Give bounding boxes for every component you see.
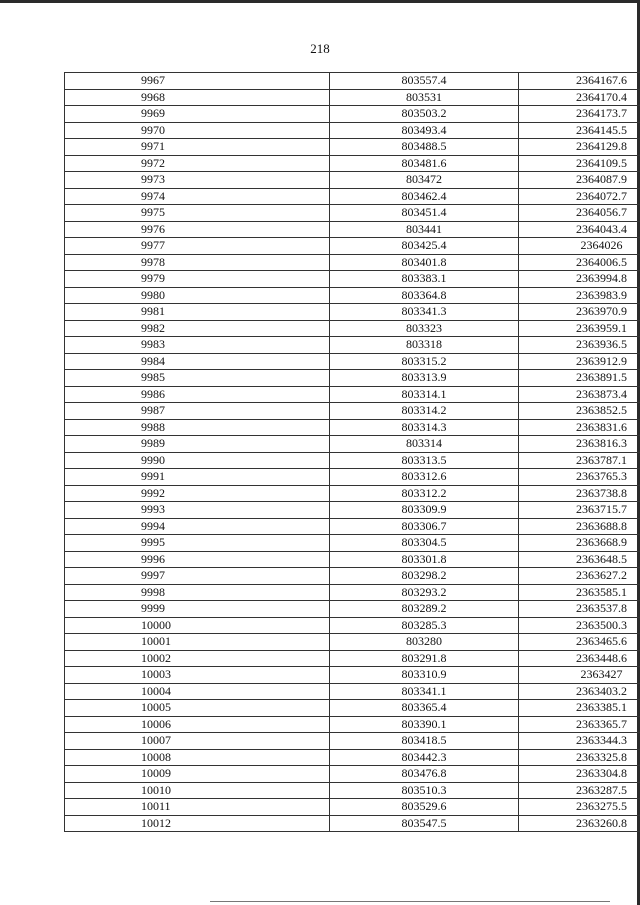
y-coordinate-cell: 2364167.6	[519, 73, 640, 90]
y-coordinate-cell: 2363287.5	[519, 782, 640, 799]
x-coordinate-cell: 803314	[330, 436, 519, 453]
point-number-cell: 9984	[65, 353, 330, 370]
y-coordinate-cell: 2363365.7	[519, 716, 640, 733]
bottom-rule	[210, 901, 610, 902]
x-coordinate-cell: 803364.8	[330, 287, 519, 304]
table-row	[65, 617, 640, 634]
table-row	[65, 485, 640, 502]
point-number-cell: 9987	[65, 403, 330, 420]
y-coordinate-cell: 2363304.8	[519, 766, 640, 783]
table-row	[65, 353, 640, 370]
x-coordinate-cell: 803481.6	[330, 155, 519, 172]
x-coordinate-cell: 803531	[330, 89, 519, 106]
table-row	[65, 634, 640, 651]
table-row	[65, 73, 640, 90]
y-coordinate-cell: 2363852.5	[519, 403, 640, 420]
x-coordinate-cell: 803315.2	[330, 353, 519, 370]
table-row	[65, 551, 640, 568]
point-number-cell: 9985	[65, 370, 330, 387]
point-number-cell: 9973	[65, 172, 330, 189]
point-number-cell: 10007	[65, 733, 330, 750]
y-coordinate-cell: 2363983.9	[519, 287, 640, 304]
y-coordinate-cell: 2363448.6	[519, 650, 640, 667]
table-row	[65, 469, 640, 486]
x-coordinate-cell: 803304.5	[330, 535, 519, 552]
y-coordinate-cell: 2363427	[519, 667, 640, 684]
point-number-cell: 9992	[65, 485, 330, 502]
table-row	[65, 502, 640, 519]
point-number-cell: 9971	[65, 139, 330, 156]
page-number: 218	[310, 41, 330, 56]
table-row	[65, 89, 640, 106]
y-coordinate-cell: 2363275.5	[519, 799, 640, 816]
point-number-cell: 9989	[65, 436, 330, 453]
table-row	[65, 221, 640, 238]
x-coordinate-cell: 803306.7	[330, 518, 519, 535]
table-row	[65, 667, 640, 684]
table-row	[65, 172, 640, 189]
x-coordinate-cell: 803289.2	[330, 601, 519, 618]
y-coordinate-cell: 2363787.1	[519, 452, 640, 469]
x-coordinate-cell: 803441	[330, 221, 519, 238]
y-coordinate-cell: 2364109.5	[519, 155, 640, 172]
table-row	[65, 815, 640, 832]
point-number-cell: 9970	[65, 122, 330, 139]
x-coordinate-cell: 803383.1	[330, 271, 519, 288]
table-row	[65, 568, 640, 585]
x-coordinate-cell: 803309.9	[330, 502, 519, 519]
y-coordinate-cell: 2364087.9	[519, 172, 640, 189]
point-number-cell: 10011	[65, 799, 330, 816]
table-row	[65, 733, 640, 750]
y-coordinate-cell: 2363688.8	[519, 518, 640, 535]
x-coordinate-cell: 803314.3	[330, 419, 519, 436]
y-coordinate-cell: 2363344.3	[519, 733, 640, 750]
table-row	[65, 155, 640, 172]
y-coordinate-cell: 2363260.8	[519, 815, 640, 832]
table-row	[65, 386, 640, 403]
x-coordinate-cell: 803293.2	[330, 584, 519, 601]
table-row	[65, 584, 640, 601]
point-number-cell: 9975	[65, 205, 330, 222]
x-coordinate-cell: 803301.8	[330, 551, 519, 568]
point-number-cell: 9976	[65, 221, 330, 238]
x-coordinate-cell: 803476.8	[330, 766, 519, 783]
x-coordinate-cell: 803510.3	[330, 782, 519, 799]
point-number-cell: 9999	[65, 601, 330, 618]
point-number-cell: 9967	[65, 73, 330, 90]
point-number-cell: 9990	[65, 452, 330, 469]
point-number-cell: 9980	[65, 287, 330, 304]
x-coordinate-cell: 803341.3	[330, 304, 519, 321]
x-coordinate-cell: 803313.5	[330, 452, 519, 469]
y-coordinate-cell: 2363831.6	[519, 419, 640, 436]
point-number-cell: 10012	[65, 815, 330, 832]
x-coordinate-cell: 803493.4	[330, 122, 519, 139]
table-row	[65, 337, 640, 354]
table-row	[65, 518, 640, 535]
y-coordinate-cell: 2364006.5	[519, 254, 640, 271]
y-coordinate-cell: 2363715.7	[519, 502, 640, 519]
x-coordinate-cell: 803314.1	[330, 386, 519, 403]
x-coordinate-cell: 803341.1	[330, 683, 519, 700]
point-number-cell: 9996	[65, 551, 330, 568]
table-row	[65, 122, 640, 139]
y-coordinate-cell: 2364129.8	[519, 139, 640, 156]
x-coordinate-cell: 803472	[330, 172, 519, 189]
table-row	[65, 403, 640, 420]
table-row	[65, 452, 640, 469]
table-row	[65, 304, 640, 321]
table-row	[65, 320, 640, 337]
point-number-cell: 10000	[65, 617, 330, 634]
y-coordinate-cell: 2364026	[519, 238, 640, 255]
point-number-cell: 9982	[65, 320, 330, 337]
y-coordinate-cell: 2363765.3	[519, 469, 640, 486]
y-coordinate-cell: 2364043.4	[519, 221, 640, 238]
x-coordinate-cell: 803425.4	[330, 238, 519, 255]
table-row	[65, 535, 640, 552]
x-coordinate-cell: 803314.2	[330, 403, 519, 420]
x-coordinate-cell: 803291.8	[330, 650, 519, 667]
point-number-cell: 10006	[65, 716, 330, 733]
y-coordinate-cell: 2363385.1	[519, 700, 640, 717]
table-row	[65, 205, 640, 222]
x-coordinate-cell: 803418.5	[330, 733, 519, 750]
y-coordinate-cell: 2363970.9	[519, 304, 640, 321]
point-number-cell: 10003	[65, 667, 330, 684]
point-number-cell: 9972	[65, 155, 330, 172]
table-row	[65, 436, 640, 453]
y-coordinate-cell: 2364170.4	[519, 89, 640, 106]
y-coordinate-cell: 2363959.1	[519, 320, 640, 337]
y-coordinate-cell: 2364173.7	[519, 106, 640, 123]
y-coordinate-cell: 2363891.5	[519, 370, 640, 387]
x-coordinate-cell: 803557.4	[330, 73, 519, 90]
x-coordinate-cell: 803488.5	[330, 139, 519, 156]
table-row	[65, 799, 640, 816]
point-number-cell: 10004	[65, 683, 330, 700]
y-coordinate-cell: 2363500.3	[519, 617, 640, 634]
table-row	[65, 370, 640, 387]
point-number-cell: 9981	[65, 304, 330, 321]
x-coordinate-cell: 803401.8	[330, 254, 519, 271]
table-row	[65, 700, 640, 717]
point-number-cell: 9993	[65, 502, 330, 519]
point-number-cell: 10010	[65, 782, 330, 799]
x-coordinate-cell: 803312.2	[330, 485, 519, 502]
point-number-cell: 9988	[65, 419, 330, 436]
y-coordinate-cell: 2363465.6	[519, 634, 640, 651]
point-number-cell: 9968	[65, 89, 330, 106]
x-coordinate-cell: 803313.9	[330, 370, 519, 387]
y-coordinate-cell: 2363537.8	[519, 601, 640, 618]
x-coordinate-cell: 803312.6	[330, 469, 519, 486]
point-number-cell: 9977	[65, 238, 330, 255]
x-coordinate-cell: 803503.2	[330, 106, 519, 123]
x-coordinate-cell: 803547.5	[330, 815, 519, 832]
x-coordinate-cell: 803310.9	[330, 667, 519, 684]
table-row	[65, 106, 640, 123]
y-coordinate-cell: 2363994.8	[519, 271, 640, 288]
table-row	[65, 139, 640, 156]
point-number-cell: 9978	[65, 254, 330, 271]
x-coordinate-cell: 803285.3	[330, 617, 519, 634]
y-coordinate-cell: 2363912.9	[519, 353, 640, 370]
y-coordinate-cell: 2363627.2	[519, 568, 640, 585]
table-row	[65, 254, 640, 271]
y-coordinate-cell: 2363648.5	[519, 551, 640, 568]
point-number-cell: 9994	[65, 518, 330, 535]
point-number-cell: 10002	[65, 650, 330, 667]
coordinates-table	[64, 72, 640, 832]
point-number-cell: 9997	[65, 568, 330, 585]
y-coordinate-cell: 2363936.5	[519, 337, 640, 354]
x-coordinate-cell: 803442.3	[330, 749, 519, 766]
point-number-cell: 9998	[65, 584, 330, 601]
point-number-cell: 9974	[65, 188, 330, 205]
y-coordinate-cell: 2363668.9	[519, 535, 640, 552]
x-coordinate-cell: 803451.4	[330, 205, 519, 222]
point-number-cell: 9979	[65, 271, 330, 288]
table-row	[65, 601, 640, 618]
x-coordinate-cell: 803390.1	[330, 716, 519, 733]
table-row	[65, 683, 640, 700]
point-number-cell: 9969	[65, 106, 330, 123]
table-row	[65, 287, 640, 304]
table-row	[65, 766, 640, 783]
point-number-cell: 9995	[65, 535, 330, 552]
y-coordinate-cell: 2363403.2	[519, 683, 640, 700]
x-coordinate-cell: 803298.2	[330, 568, 519, 585]
point-number-cell: 9986	[65, 386, 330, 403]
y-coordinate-cell: 2363873.4	[519, 386, 640, 403]
point-number-cell: 10001	[65, 634, 330, 651]
point-number-cell: 10009	[65, 766, 330, 783]
table-row	[65, 188, 640, 205]
point-number-cell: 10005	[65, 700, 330, 717]
y-coordinate-cell: 2364072.7	[519, 188, 640, 205]
point-number-cell: 9991	[65, 469, 330, 486]
y-coordinate-cell: 2363738.8	[519, 485, 640, 502]
point-number-cell: 9983	[65, 337, 330, 354]
table-row	[65, 749, 640, 766]
x-coordinate-cell: 803323	[330, 320, 519, 337]
table-body	[65, 73, 640, 832]
table-row	[65, 650, 640, 667]
y-coordinate-cell: 2363585.1	[519, 584, 640, 601]
y-coordinate-cell: 2363816.3	[519, 436, 640, 453]
x-coordinate-cell: 803365.4	[330, 700, 519, 717]
x-coordinate-cell: 803462.4	[330, 188, 519, 205]
scan-border-top	[0, 0, 640, 3]
point-number-cell: 10008	[65, 749, 330, 766]
table-row	[65, 716, 640, 733]
x-coordinate-cell: 803318	[330, 337, 519, 354]
table-row	[65, 271, 640, 288]
table-row	[65, 419, 640, 436]
y-coordinate-cell: 2363325.8	[519, 749, 640, 766]
y-coordinate-cell: 2364145.5	[519, 122, 640, 139]
table-row	[65, 238, 640, 255]
table-row	[65, 782, 640, 799]
y-coordinate-cell: 2364056.7	[519, 205, 640, 222]
x-coordinate-cell: 803280	[330, 634, 519, 651]
x-coordinate-cell: 803529.6	[330, 799, 519, 816]
